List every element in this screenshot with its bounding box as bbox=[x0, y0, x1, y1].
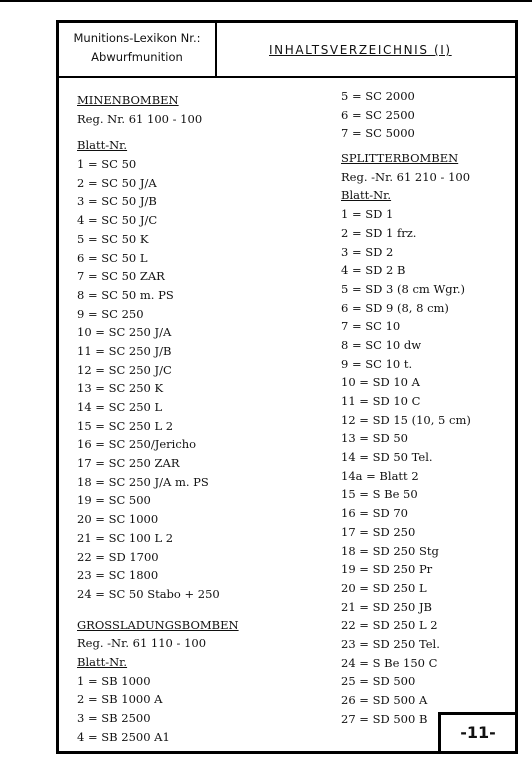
list-item: 14a = Blatt 2 bbox=[341, 468, 419, 483]
list-item: 4 = SB 2500 A1 bbox=[77, 729, 170, 744]
list-item: 9 = SC 10 t. bbox=[341, 356, 413, 371]
reg-number-minenbomben: Reg. Nr. 61 100 - 100 bbox=[77, 111, 203, 126]
list-item: 1 = SC 50 bbox=[77, 157, 137, 172]
list-item: 21 = SD 250 JB bbox=[341, 599, 433, 614]
blatt-label: Blatt-Nr. bbox=[77, 138, 128, 153]
list-item: 10 = SD 10 A bbox=[341, 375, 420, 390]
reg-number-splitterbomben: Reg. -Nr. 61 210 - 100 bbox=[341, 169, 471, 184]
list-item: 19 = SD 250 Pr bbox=[341, 562, 433, 577]
list-item: 13 = SC 250 K bbox=[77, 381, 164, 396]
list-item: 20 = SC 1000 bbox=[77, 512, 159, 527]
list-item: 14 = SD 50 Tel. bbox=[341, 450, 433, 465]
list-item: 1 = SB 1000 bbox=[77, 673, 151, 688]
list-item: 5 = SD 3 (8 cm Wgr.) bbox=[341, 281, 466, 296]
list-item: 7 = SC 10 bbox=[341, 319, 401, 334]
reg-number-grossladungsbomben: Reg. -Nr. 61 110 - 100 bbox=[77, 636, 207, 651]
list-item: 8 = SC 50 m. PS bbox=[77, 287, 174, 302]
list-item: 6 = SC 50 L bbox=[77, 250, 148, 265]
list-item: 18 = SD 250 Stg bbox=[341, 543, 439, 558]
section-heading-grossladungsbomben: GROSSLADUNGSBOMBEN bbox=[77, 617, 239, 632]
list-item: 27 = SD 500 B bbox=[341, 711, 428, 726]
list-item: 11 = SD 10 C bbox=[341, 394, 421, 408]
list-item: 15 = SC 250 L 2 bbox=[77, 418, 174, 433]
title-box bbox=[217, 23, 515, 78]
list-item: 22 = SD 1700 bbox=[77, 549, 159, 564]
list-item: 6 = SD 9 (8, 8 cm) bbox=[341, 300, 449, 315]
continued-list bbox=[341, 87, 471, 143]
list-item: 22 = SD 250 L 2 bbox=[341, 618, 438, 633]
minen-list bbox=[77, 155, 239, 604]
list-item: 15 = S Be 50 bbox=[341, 487, 418, 502]
series-line-1: Munitions-Lexikon Nr.: bbox=[73, 31, 201, 45]
list-item: 8 = SC 10 dw bbox=[341, 337, 422, 352]
list-item: 24 = S Be 150 C bbox=[341, 655, 438, 670]
list-item: 2 = SC 50 J/A bbox=[77, 175, 157, 190]
list-item: 9 = SC 250 bbox=[77, 306, 144, 321]
list-item: 11 = SC 250 J/B bbox=[77, 343, 172, 358]
list-item: 16 = SC 250/Jericho bbox=[77, 437, 197, 452]
right-column bbox=[341, 87, 471, 728]
section-heading-splitterbomben: SPLITTERBOMBEN bbox=[341, 151, 459, 166]
series-line-2: Abwurfmunition bbox=[91, 50, 183, 64]
list-item: 12 = SC 250 J/C bbox=[77, 362, 172, 377]
list-item: 10 = SC 250 J/A bbox=[77, 325, 172, 340]
gross-list bbox=[77, 672, 239, 747]
list-item: 17 = SC 250 ZAR bbox=[77, 456, 180, 471]
list-item: 4 = SC 50 J/C bbox=[77, 213, 158, 228]
blatt-label: Blatt-Nr. bbox=[77, 654, 128, 669]
list-item: 3 = SC 50 J/B bbox=[77, 194, 157, 209]
list-item: 4 = SD 2 B bbox=[341, 263, 406, 278]
list-item: 2 = SD 1 frz. bbox=[341, 225, 417, 240]
page-title: INHALTSVERZEICHNIS (I) bbox=[269, 43, 452, 57]
series-box bbox=[59, 23, 217, 78]
list-item: 5 = SC 50 K bbox=[77, 231, 149, 246]
left-column bbox=[77, 91, 239, 746]
list-item: 26 = SD 500 A bbox=[341, 693, 428, 707]
list-item: 3 = SD 2 bbox=[341, 244, 394, 259]
list-item: 20 = SD 250 L bbox=[341, 580, 427, 595]
list-item: 6 = SC 2500 bbox=[341, 107, 415, 122]
list-item: 7 = SC 50 ZAR bbox=[77, 269, 165, 284]
splitter-list bbox=[341, 205, 471, 728]
list-item: 16 = SD 70 bbox=[341, 506, 408, 521]
list-item: 1 = SD 1 bbox=[341, 207, 394, 222]
list-item: 12 = SD 15 (10, 5 cm) bbox=[341, 412, 471, 427]
list-item: 25 = SD 500 bbox=[341, 674, 416, 689]
blatt-label: Blatt-Nr. bbox=[341, 188, 392, 203]
list-item: 18 = SC 250 J/A m. PS bbox=[77, 474, 209, 489]
list-item: 3 = SB 2500 bbox=[77, 711, 151, 725]
page-number: -11- bbox=[438, 712, 518, 754]
list-item: 24 = SC 50 Stabo + 250 bbox=[77, 586, 220, 601]
list-item: 2 = SB 1000 A bbox=[77, 692, 163, 707]
list-item: 23 = SC 1800 bbox=[77, 568, 159, 583]
list-item: 17 = SD 250 bbox=[341, 524, 416, 539]
list-item: 13 = SD 50 bbox=[341, 431, 408, 446]
list-item: 19 = SC 500 bbox=[77, 493, 151, 508]
list-item: 7 = SC 5000 bbox=[341, 126, 415, 141]
list-item: 23 = SD 250 Tel. bbox=[341, 636, 440, 651]
top-rule bbox=[0, 0, 532, 2]
list-item: 21 = SC 100 L 2 bbox=[77, 530, 174, 545]
list-item: 14 = SC 250 L bbox=[77, 400, 163, 414]
document-frame bbox=[56, 20, 518, 754]
list-item: 5 = SC 2000 bbox=[341, 89, 415, 103]
section-heading-minenbomben: MINENBOMBEN bbox=[77, 93, 179, 107]
